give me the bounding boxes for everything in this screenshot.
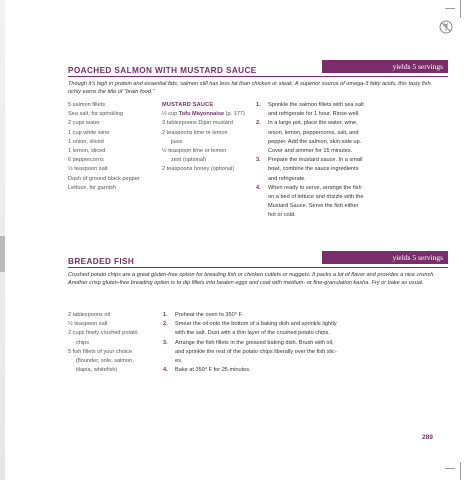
recipe-intro: Though it's high in protein and essential fats, salmon still has less fat than chicken or steak. A superior source of omega-3 fatty acids, this tasty fish richly earns the title of "brain food." [68,81,431,96]
yields-badge: yields 5 servings [322,251,448,264]
step-text: Bake at 350° F for 25 minutes. [175,367,251,374]
recipe-intro: Crushed potato chips are a great gluten-free option for breading fish or chicken cutlets or nuggets. It packs a lot of flavor and provides a nice crunch. Another crisp gluten-free breading option is to dip fillets into beaten eggs and coat with medium- or fine-granulation kasha. Fry or bake as usual. [68,272,435,287]
ingredient: 2 teaspoons lime or lemon [162,129,228,136]
ingredient: ½ teaspoon lime or lemon [162,148,227,155]
instruction-step [163,339,448,367]
page-number: 289 [422,434,433,441]
crop-mark [445,468,455,469]
sauce-ingredient-list [162,101,245,175]
recipe-link[interactable]: Tofu Mayonnaise [178,111,225,118]
step-text: Preheat the oven to 350° F. [175,312,243,318]
ingredient: tilapia, whitefish) [76,367,118,374]
recipe-title: POACHED SALMON WITH MUSTARD SAUCE [68,66,257,75]
ingredient: 1 onion, sliced [68,138,104,145]
step-text: Arrange the fish fillets in the greased baking dish. Brush with oil, [175,339,334,346]
instruction-step [163,311,448,320]
instruction-step [256,119,446,156]
ingredient-list [68,101,140,193]
step-text: Smear the oil onto the bottom of a baking dish and sprinkle lightly [175,321,337,328]
step-number: 1. [256,102,261,108]
page-left-edge [0,0,5,480]
step-number: 4. [163,367,168,374]
ingredient: 5 salmon fillets [68,102,105,108]
step-text: bowl, combine the sauce ingredients [268,166,359,173]
instruction-list [256,101,446,221]
ingredient-list [68,311,138,375]
step-number: 3. [163,339,168,346]
step-text: with the salt. Dust with a thin layer of the crushed potato chips. [175,330,330,337]
title-rule [68,267,448,268]
step-text: and refrigerate for 1 hour. Rinse well. [268,111,360,118]
ingredient: 3 tablespoons Dijon mustard [162,120,233,127]
step-text: Prepare the mustard sauce. In a small [268,157,363,164]
crop-mark [460,462,461,480]
instruction-step [163,366,448,375]
step-number: 3. [256,157,261,164]
step-number: 4. [256,184,261,191]
step-text: and sprinkle the rest of the potato chips liberally over the fish slic- [175,348,337,355]
step-text: Mustard Sauce. Serve the fish either [268,203,359,210]
ingredient: 6 peppercorns [68,157,104,164]
title-rule [68,76,448,77]
step-text: In a large pot, place the water, wine, [268,120,358,127]
step-text: and refrigerate. [268,175,306,182]
instruction-step [163,320,448,338]
step-number: 2. [256,120,261,127]
ingredient: 2 teaspoons honey (optional) [162,166,235,173]
ingredient-text: (p. 177) [224,111,245,118]
instruction-step [256,184,446,221]
ingredient: Lettuce, for garnish [68,184,116,191]
ingredient: 5 fish fillets of your choice [68,348,133,355]
ingredient [162,110,245,119]
ingredient: Sea salt, for sprinkling [68,111,124,118]
crop-mark [460,0,461,18]
ingredient-text: ½ cup [162,111,179,118]
ingredient: juice [171,138,183,145]
ingredient: (flounder, sole, salmon, [76,358,134,365]
ingredient: chips [76,339,90,346]
ingredient: 2 cups finely crushed potato [68,330,138,337]
recipe-title: BREADED FISH [68,257,135,266]
ingredient: ½ teaspoon salt [68,321,108,328]
gluten-free-icon [439,20,453,34]
ingredient: ½ teaspoon salt [68,166,108,173]
step-number: 1. [163,312,168,318]
instruction-list [163,311,448,375]
ingredient: 2 tablespoons oil [68,312,110,318]
step-number: 2. [163,321,168,328]
crop-mark [445,8,455,9]
step-text: Cover and simmer for 15 minutes. [268,148,353,155]
ingredient: 1 lemon, sliced [68,148,106,155]
instruction-step [256,156,446,184]
step-text: When ready to serve, arrange the fish [268,184,362,191]
yields-badge: yields 5 servings [322,60,448,73]
ingredient: Dash of ground black pepper [68,175,140,182]
ingredient: 2 cups water [68,120,100,127]
step-text: hot or cold. [268,212,296,219]
step-text: es. [175,358,183,365]
step-text: pepper. Add the salmon, skin-side up. [268,138,362,145]
step-text: on a bed of lettuce and drizzle with the [268,194,364,201]
instruction-step [256,101,446,119]
step-text: onion, lemon, peppercorns, salt, and [268,129,359,136]
ingredient: 1 cup white wine [68,129,110,136]
step-text: Sprinkle the salmon fillets with sea salt [268,102,364,108]
binding-strip [0,236,5,272]
sauce-heading: MUSTARD SAUCE [162,102,214,108]
ingredient: zest (optional) [171,157,207,164]
